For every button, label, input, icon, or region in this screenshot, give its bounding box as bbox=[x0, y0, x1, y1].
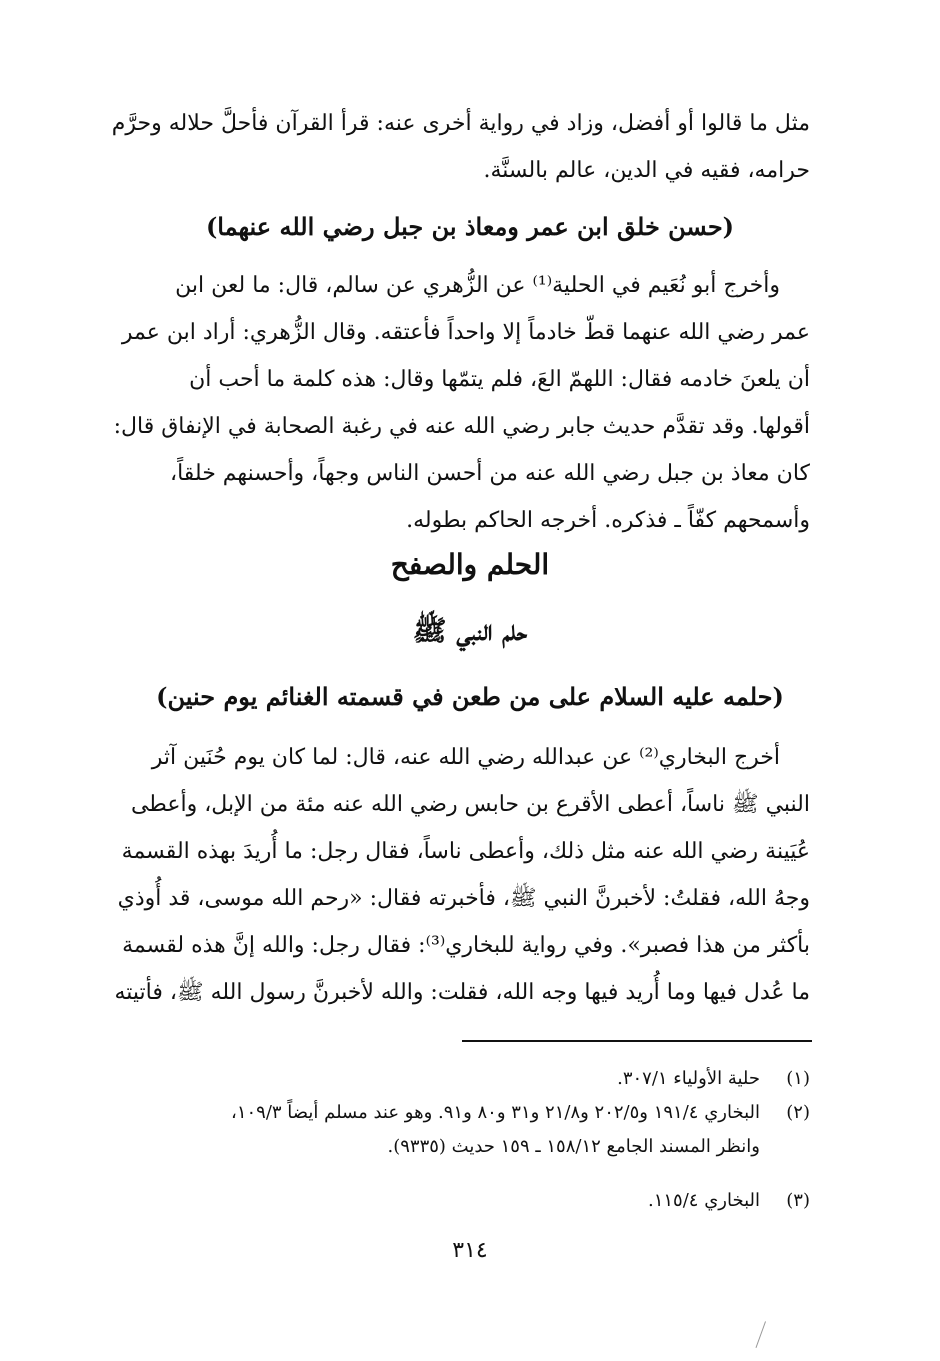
text-line: أخرج البخاري⁽²⁾ عن عبدالله رضي الله عنه، قال: لما كان يوم حُنَين آثر bbox=[151, 745, 780, 770]
footnote-number: (٣) bbox=[786, 1190, 810, 1211]
text-line: أقولها. وقد تقدَّم حديث جابر رضي الله عنه في رغبة الصحابة في الإنفاق قال: bbox=[113, 414, 810, 439]
footnote-1 bbox=[100, 1062, 810, 1096]
text-line: أن يلعنَ خادمه فقال: اللهمّ العَ، فلم يتمّها وقال: هذه كلمة ما أحب أن bbox=[189, 367, 810, 392]
footnote-text bbox=[100, 1184, 760, 1218]
footnote-line: البخاري ١٩١/٤ و٢٠٢/٥ و٢١/٨ و٣١ و٨٠ و٩١. وهو عند مسلم أيضاً ١٠٩/٣، bbox=[231, 1102, 760, 1123]
footnote-2 bbox=[100, 1096, 810, 1164]
section-heading-hunayn-spoils: (حلمه عليه السلام على من طعن في قسمته الغنائم يوم حنين) bbox=[156, 682, 784, 711]
footnote-divider bbox=[462, 1040, 812, 1042]
text-line: وأخرج أبو نُعَيم في الحلية⁽¹⁾ عن الزُّهري عن سالم، قال: ما لعن ابن bbox=[175, 273, 780, 298]
text-line: وجهُ الله، فقلتُ: لأخبرنَّ النبي ﷺ، فأخبرته فقال: «رحم الله موسى، قد أُوذي bbox=[117, 886, 810, 911]
text-line: وأسمحهم كفّاً ـ فذكره. أخرجه الحاكم بطوله. bbox=[406, 508, 810, 533]
text-line: مثل ما قالوا أو أفضل، وزاد في رواية أخرى عنه: قرأ القرآن فأحلَّ حلاله وحرَّم bbox=[111, 111, 810, 136]
paragraph-abu-nuaym bbox=[100, 262, 810, 544]
text-line: عمر رضي الله عنهما قطّ خادماً إلا واحداً فأعتقه. وقال الزُّهري: أراد ابن عمر bbox=[121, 320, 810, 345]
text-line: النبي ﷺ ناساً، أعطى الأقرع بن حابس رضي الله عنه مئة من الإبل، وأعطى bbox=[130, 792, 810, 817]
footnote-text bbox=[100, 1096, 760, 1164]
text-line: ما عُدل فيها وما أُريد فيها وجه الله، فقلت: والله لأخبرنَّ رسول الله ﷺ، فأتيته bbox=[114, 980, 810, 1005]
scan-artifact-mark bbox=[755, 1321, 773, 1350]
footnote-line: البخاري ١١٥/٤. bbox=[647, 1190, 760, 1211]
text-line: حرامه، فقيه في الدين، عالم بالسنَّة. bbox=[483, 158, 810, 183]
paragraph-bukhari-hunayn bbox=[100, 734, 810, 1016]
footnotes bbox=[100, 1062, 810, 1218]
paragraph-continuation bbox=[100, 100, 810, 194]
footnote-line: وانظر المسند الجامع ١٥٨/١٢ ـ ١٥٩ حديث (٩٣٣٥). bbox=[387, 1136, 760, 1157]
chapter-subheading-prophet-forbearance: حلم النبي ﷺ bbox=[412, 614, 528, 647]
text-line: بأكثر من هذا فصبر». وفي رواية للبخاري⁽³⁾: فقال رجل: والله إنَّ هذه لقسمة bbox=[122, 933, 810, 958]
chapter-heading-forbearance: الحلم والصفح bbox=[390, 548, 550, 581]
footnote-number: (١) bbox=[786, 1068, 810, 1089]
footnote-3 bbox=[100, 1184, 810, 1218]
footnote-text bbox=[100, 1062, 760, 1096]
page-number: ٣١٤ bbox=[452, 1238, 488, 1263]
section-heading-ibn-umar-muadh: (حسن خلق ابن عمر ومعاذ بن جبل رضي الله عنهما) bbox=[205, 212, 735, 241]
footnote-line: حلية الأولياء ٣٠٧/١. bbox=[617, 1068, 760, 1089]
text-line: كان معاذ بن جبل رضي الله عنه من أحسن الناس وجهاً، وأحسنهم خلقاً، bbox=[169, 461, 810, 486]
text-line: عُيَينة رضي الله عنه مثل ذلك، وأعطى ناساً، فقال رجل: ما أُريدَ بهذه القسمة bbox=[121, 839, 810, 864]
footnote-number: (٢) bbox=[786, 1102, 810, 1123]
